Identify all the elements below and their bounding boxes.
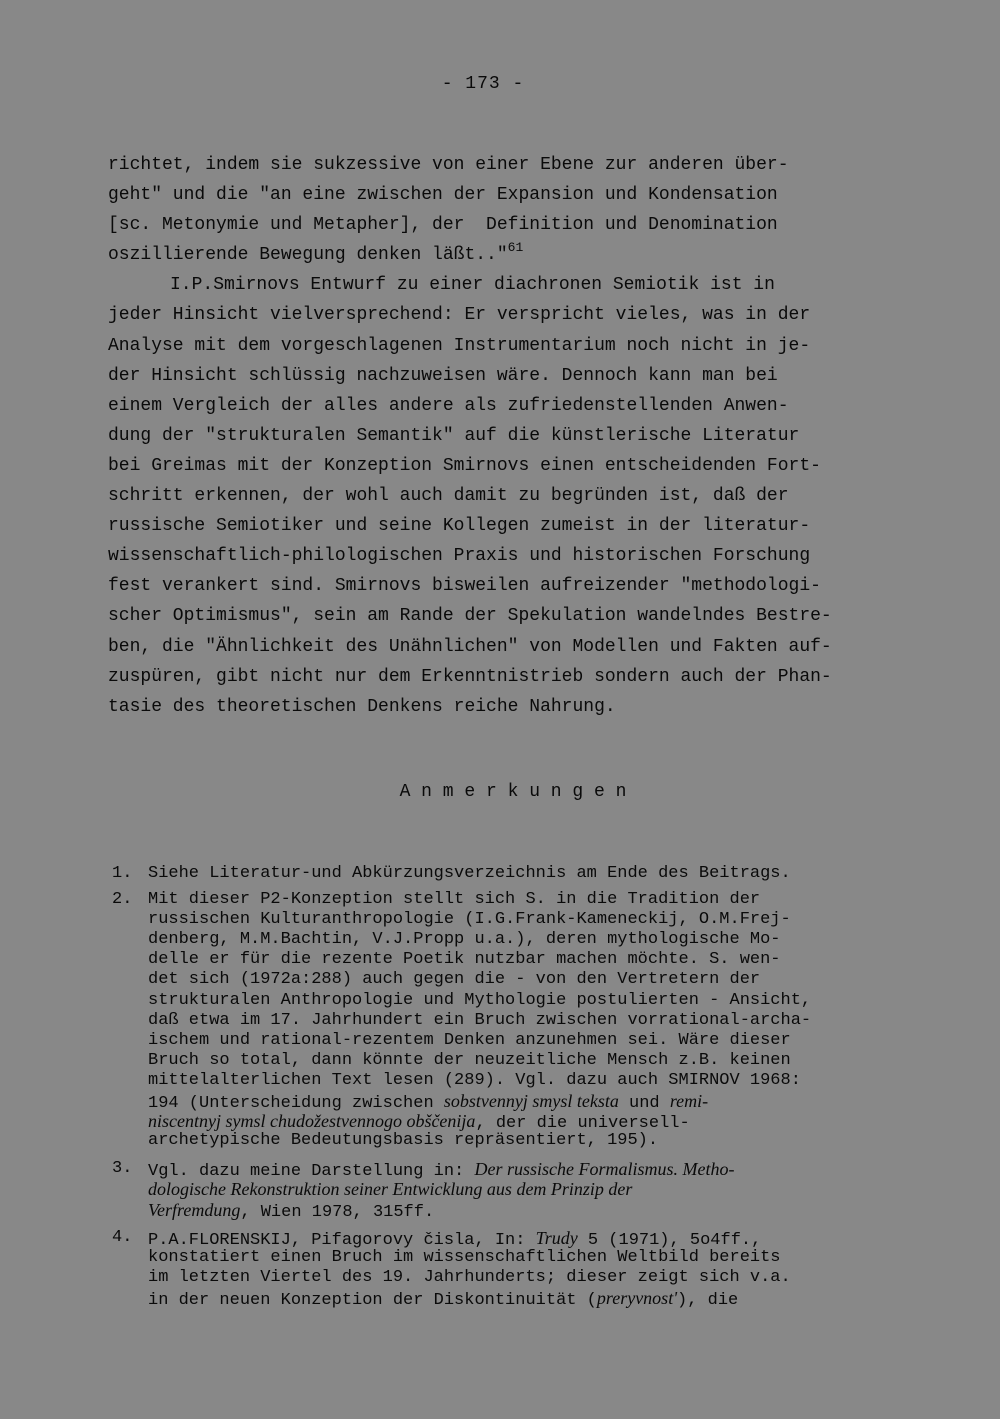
body-line: [sc. Metonymie und Metapher], der Definition und Denomination — [108, 215, 778, 236]
book-title: dologische Rekonstruktion seiner Entwicklung aus dem Prinzip der — [148, 1179, 633, 1200]
note-text: ), die — [677, 1290, 739, 1310]
note-text: in der neuen Konzeption der Diskontinuität ( — [148, 1290, 597, 1310]
note-line: strukturalen Anthropologie und Mythologie postulierten - Ansicht, — [148, 990, 812, 1010]
note-number: 4. — [112, 1227, 133, 1247]
body-line: schritt erkennen, der wohl auch damit zu begründen ist, daß der — [108, 486, 789, 507]
page-number: - 173 - — [441, 74, 525, 94]
note-line: im letzten Viertel des 19. Jahrhunderts; dieser zeigt sich v.a. — [148, 1267, 791, 1287]
note-line — [148, 1228, 942, 1248]
note-number: 3. — [112, 1159, 133, 1179]
body-line-text: oszillierende Bewegung denken läßt.." — [108, 245, 508, 266]
note-line: denberg, M.M.Bachtin, V.J.Propp u.a.), deren mythologische Mo- — [148, 930, 781, 950]
note-line: archetypische Bedeutungsbasis repräsentiert, 195). — [148, 1131, 659, 1151]
note-text: 5 (1971), 5o4ff., — [577, 1230, 762, 1250]
russian-term: remi- — [669, 1091, 709, 1112]
body-line: wissenschaftlich-philologischen Praxis und historischen Forschung — [108, 546, 811, 567]
note-line — [148, 1091, 942, 1114]
body-line: geht" und die "an eine zwischen der Expansion und Kondensation — [108, 185, 778, 206]
note-line — [148, 1111, 942, 1134]
body-line: ben, die "Ähnlichkeit des Unähnlichen" von Modellen und Fakten auf- — [108, 636, 832, 657]
note-line: daß etwa im 17. Jahrhundert ein Bruch zwischen vorrational-archa- — [148, 1010, 812, 1030]
book-title: Der russische Formalismus. Metho- — [474, 1159, 735, 1180]
note-line: Siehe Literatur-und Abkürzungsverzeichnis am Ende des Beitrags. — [148, 864, 791, 883]
note-3 — [112, 1159, 942, 1222]
body-line: bei Greimas mit der Konzeption Smirnovs einen entscheidenden Fort- — [108, 455, 821, 476]
note-4 — [112, 1228, 942, 1308]
body-line: fest verankert sind. Smirnovs bisweilen aufreizender "methodologi- — [108, 576, 821, 597]
russian-term: niscentnyj symsl chudožestvennogo obščenija — [148, 1111, 476, 1132]
note-line: delle er für die rezente Poetik nutzbar machen möchte. S. wen- — [148, 950, 781, 970]
body-line: russische Semiotiker und seine Kollegen zumeist in der literatur- — [108, 516, 811, 537]
russian-term: sobstvennyj smysl teksta — [443, 1091, 619, 1112]
body-line: der Hinsicht schlüssig nachzuweisen wäre. Dennoch kann man bei — [108, 365, 778, 386]
journal-title: Trudy — [535, 1227, 578, 1248]
book-title: Verfremdung — [148, 1199, 241, 1220]
notes-list — [112, 864, 942, 1314]
note-number: 2. — [112, 890, 133, 910]
note-text: und — [618, 1094, 670, 1114]
note-number: 1. — [112, 864, 133, 883]
note-line: konstatiert einen Bruch im wissenschaftlichen Weltbild bereits — [148, 1247, 781, 1267]
body-line: Analyse mit dem vorgeschlagenen Instrumentarium noch nicht in je- — [108, 335, 811, 356]
body-line: zuspüren, gibt nicht nur dem Erkenntnistrieb sondern auch der Phan- — [108, 666, 832, 687]
footnote-reference: 61 — [507, 240, 524, 256]
note-line — [148, 1288, 942, 1308]
note-text: , der die universell- — [475, 1114, 690, 1134]
note-text: , Wien 1978, 315ff. — [240, 1202, 435, 1222]
note-line — [148, 1159, 942, 1182]
notes-heading: A n m e r k u n g e n — [399, 782, 627, 802]
note-2 — [112, 890, 942, 1151]
note-line: Mit dieser P2-Konzeption stellt sich S. in die Tradition der — [148, 890, 761, 910]
body-line: dung der "strukturalen Semantik" auf die künstlerische Literatur — [108, 425, 800, 446]
note-line: mittelalterlichen Text lesen (289). Vgl. dazu auch SMIRNOV 1968: — [148, 1070, 801, 1090]
body-line: jeder Hinsicht vielversprechend: Er verspricht vieles, was in der — [108, 305, 811, 326]
note-line: ischem und rational-rezentem Denken anzunehmen sei. Wäre dieser — [148, 1030, 791, 1050]
paragraph-start-line: I.P.Smirnovs Entwurf zu einer diachronen Semiotik ist in — [170, 275, 775, 296]
note-line — [148, 1200, 942, 1220]
note-text: 194 (Unterscheidung zwischen — [148, 1094, 444, 1114]
russian-term: preryvnost' — [596, 1287, 678, 1308]
body-line — [108, 240, 908, 270]
note-line: Bruch so total, dann könnte der neuzeitliche Mensch z.B. keinen — [148, 1050, 791, 1070]
body-text — [108, 150, 908, 722]
note-text: P.A.FLORENSKIJ, Pifagorovy čisla, In: — [148, 1230, 536, 1250]
note-line: det sich (1972a:288) auch gegen die - von den Vertretern der — [148, 970, 761, 990]
body-line: scher Optimismus", sein am Rande der Spekulation wandelndes Bestre- — [108, 606, 832, 627]
body-line: tasie des theoretischen Denkens reiche Nahrung. — [108, 696, 616, 717]
body-line: einem Vergleich der alles andere als zufriedenstellenden Anwen- — [108, 395, 789, 416]
note-text: Vgl. dazu meine Darstellung in: — [148, 1162, 475, 1182]
body-line: richtet, indem sie sukzessive von einer Ebene zur anderen über- — [108, 155, 789, 175]
note-1 — [112, 864, 942, 884]
note-line: russischen Kulturanthropologie (I.G.Frank-Kameneckij, O.M.Frej- — [148, 910, 791, 930]
